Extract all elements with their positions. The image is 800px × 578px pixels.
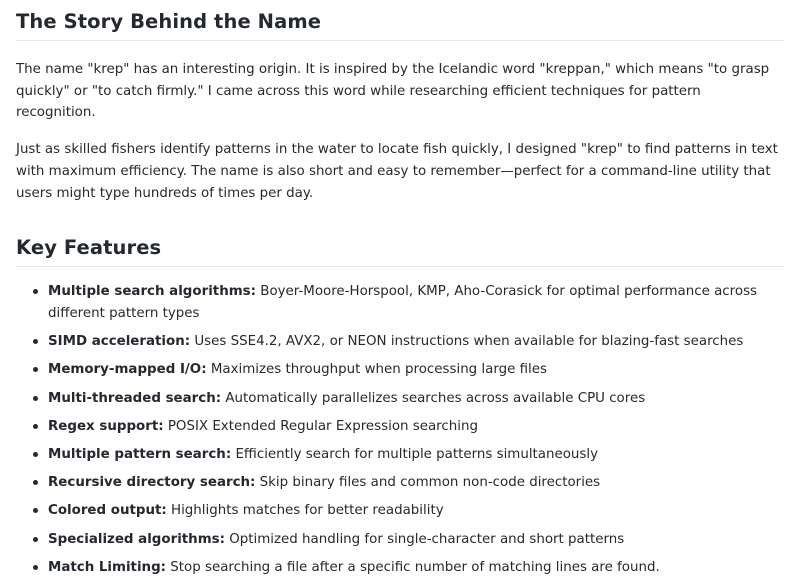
feature-label: Regex support: xyxy=(48,418,164,434)
feature-label: Multi-threaded search: xyxy=(48,390,222,406)
feature-description: Skip binary files and common non-code directories xyxy=(255,475,601,491)
story-paragraph-1: The name "krep" has an interesting origin. It is inspired by the Icelandic word "kreppan," which means "to grasp quickly" or "to catch firmly." I came across this word while researching efficient techniques for pattern recognition. xyxy=(16,62,770,121)
feature-description: POSIX Extended Regular Expression searching xyxy=(163,418,478,434)
feature-label: Specialized algorithms: xyxy=(48,531,225,547)
feature-description: Highlights matches for better readability xyxy=(166,503,444,519)
feature-label: Multiple search algorithms: xyxy=(48,284,256,300)
feature-label: Colored output: xyxy=(48,503,167,519)
feature-label: Match Limiting: xyxy=(48,559,167,575)
feature-description: Boyer-Moore-Horspool, KMP, Aho-Corasick for optimal performance across different pattern types xyxy=(48,284,758,321)
feature-label: Multiple pattern search: xyxy=(48,446,232,462)
list-item xyxy=(48,359,784,381)
list-item xyxy=(48,529,784,551)
feature-description: Efficiently search for multiple patterns simultaneously xyxy=(231,446,599,462)
feature-description: Optimized handling for single-character and short patterns xyxy=(225,531,625,547)
feature-description: Stop searching a file after a specific number of matching lines are found. xyxy=(166,559,660,575)
list-item xyxy=(48,557,784,578)
features-section-heading: Key Features xyxy=(16,226,784,267)
features-list xyxy=(16,281,784,578)
list-item xyxy=(48,444,784,466)
list-item xyxy=(48,331,784,353)
feature-description: Automatically parallelizes searches across available CPU cores xyxy=(221,390,646,406)
list-item xyxy=(48,500,784,522)
feature-label: Recursive directory search: xyxy=(48,475,256,491)
story-paragraph-2: Just as skilled fishers identify patterns in the water to locate fish quickly, I designed "krep" to find patterns in text with maximum efficiency. The name is also short and easy to remember—perfect for a command-line utility that users might type hundreds of times per day. xyxy=(16,142,778,201)
story-section-heading: The Story Behind the Name xyxy=(16,0,784,41)
feature-description: Uses SSE4.2, AVX2, or NEON instructions when available for blazing-fast searches xyxy=(190,334,744,350)
list-item xyxy=(48,281,784,324)
list-item xyxy=(48,388,784,410)
list-item xyxy=(48,416,784,438)
feature-label: Memory-mapped I/O: xyxy=(48,362,207,378)
feature-label: SIMD acceleration: xyxy=(48,334,191,350)
list-item xyxy=(48,472,784,494)
feature-description: Maximizes throughput when processing large files xyxy=(206,362,547,378)
